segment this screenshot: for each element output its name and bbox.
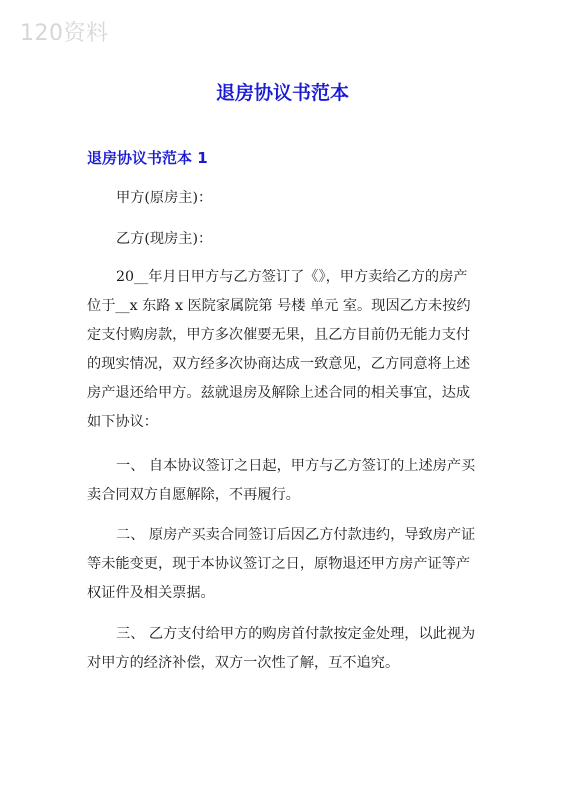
clause-1-line: 一、 自本协议签订之日起，甲方与乙方签订的上述房产买 [116,458,476,474]
clause-3-line: 三、 乙方支付给甲方的购房首付款按定金处理，以此视为 [116,626,476,642]
page-title: 退房协议书范本 [215,82,349,104]
intro-line: 位于__x 东路 x 医院家属院第 号楼 单元 室。现因乙方未按约 [87,298,471,314]
intro-line: 定支付购房款，甲方多次催要无果，且乙方目前仍无能力支付 [87,327,471,343]
intro-line: 20__年月日甲方与乙方签订了《》，甲方卖给乙方的房产 [116,269,468,285]
clause-2-line: 二、 原房产买卖合同签订后因乙方付款违约，导致房产证 [116,527,476,543]
party-b-line: 乙方(现房主)： [116,231,213,247]
intro-paragraph [87,263,483,437]
party-a-line: 甲方(原房主)： [116,190,213,206]
watermark: 120资料 [20,21,109,46]
clause-2-line: 等未能变更，现于本协议签订之日，原物退还甲方房产证等产 [87,556,471,572]
clause-3-paragraph [87,620,483,678]
intro-line: 房产退还给甲方。兹就退房及解除上述合同的相关事宜，达成 [87,385,471,401]
intro-line: 如下协议： [87,414,158,430]
intro-line: 的现实情况，双方经多次协商达成一致意见，乙方同意将上述 [87,356,471,372]
clause-2-paragraph [87,521,483,608]
clause-1-line: 卖合同双方自愿解除，不再履行。 [87,487,300,503]
clause-2-line: 权证件及相关票据。 [87,585,215,601]
clause-1-paragraph [87,452,483,510]
section-heading: 退房协议书范本 1 [87,149,208,167]
clause-3-line: 对甲方的经济补偿，双方一次性了解，互不追究。 [87,655,400,671]
